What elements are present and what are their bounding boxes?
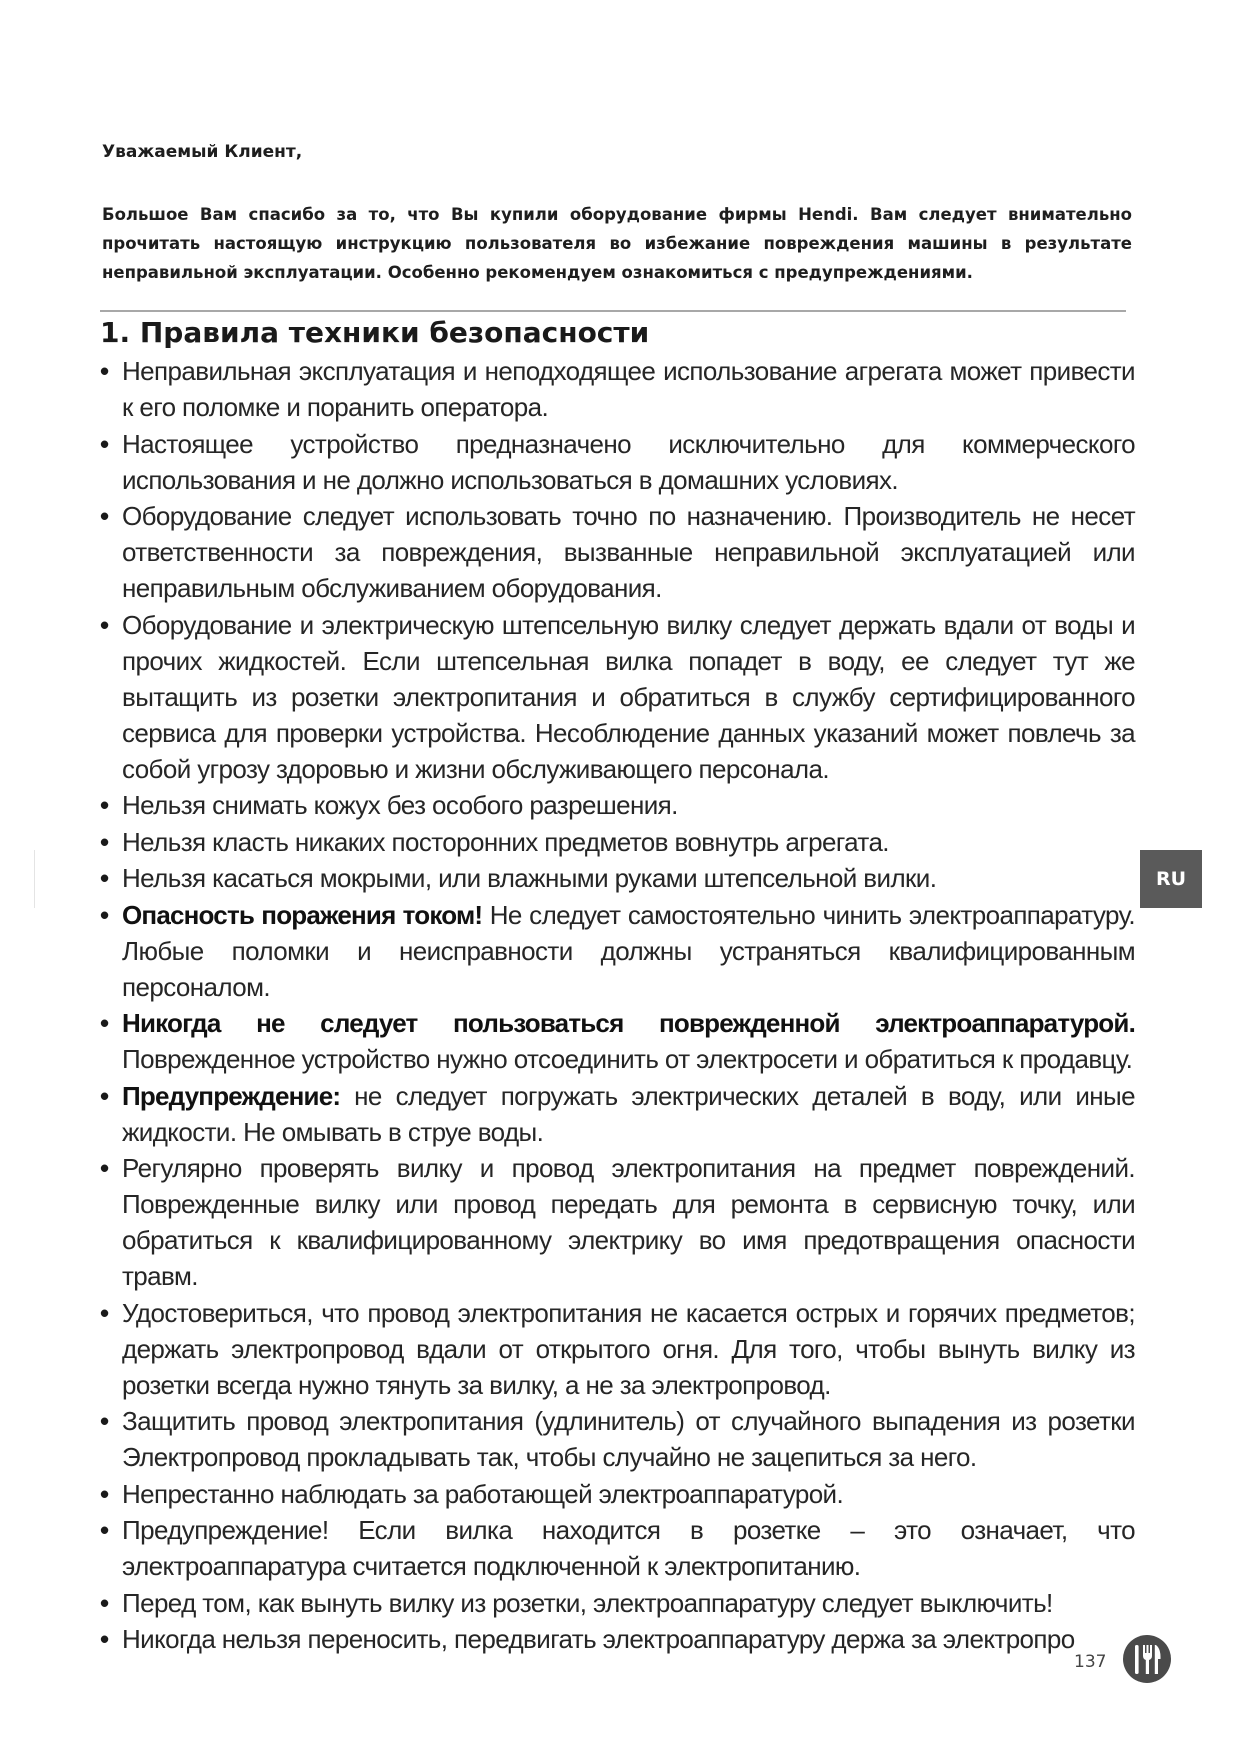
bullet-icon: • <box>100 356 109 386</box>
safety-rule-item <box>100 1476 1135 1512</box>
rule-text: Поврежденное устройство нужно отсоединить от электросети и обратиться к продавцу. <box>122 1044 1133 1074</box>
rule-text: Никогда нельзя переносить, передвигать электроаппаратуру держа за электропро <box>122 1624 1075 1654</box>
rule-text: Настоящее устройство предназначено исключительно для коммерческого использования и не должно использоваться в домашних условиях. <box>122 428 1135 495</box>
safety-rule-item <box>100 1078 1135 1150</box>
page-number: 137 <box>1074 1652 1107 1672</box>
bullet-icon: • <box>100 899 109 930</box>
rule-emphasis: Никогда не следует пользоваться поврежденной электроаппаратурой. <box>122 1008 1135 1038</box>
safety-rule-item <box>100 787 1135 823</box>
rule-text: не следует погружать электрических деталей в воду, или иные жидкости. Не омывать в струе воды. <box>122 1080 1135 1147</box>
safety-rule-item <box>100 498 1135 606</box>
hendi-cutlery-logo-icon <box>1122 1634 1172 1684</box>
bullet-icon: • <box>100 1008 109 1038</box>
safety-rule-item <box>100 353 1135 425</box>
rule-emphasis: Опасность поражения током! <box>122 899 483 930</box>
rule-text: Удостовериться, что провод электропитания не касается острых и горячих предметов; держать электропровод вдали от открытого огня. Для того, чтобы вынуть вилку из розетки всегда нужно тянуть за вилку, а не за электропровод. <box>122 1297 1135 1400</box>
safety-rule-item <box>100 1621 1135 1657</box>
bullet-icon: • <box>100 826 109 857</box>
rule-text: Нельзя касаться мокрыми, или влажными руками штепсельной вилки. <box>122 863 937 893</box>
bullet-icon: • <box>100 790 109 820</box>
bullet-icon: • <box>100 1406 109 1436</box>
greeting: Уважаемый Клиент, <box>102 142 303 162</box>
language-tab: RU <box>1140 850 1202 908</box>
safety-rule-item <box>100 1403 1135 1475</box>
rule-text: Предупреждение! Если вилка находится в розетке – это означает, что электроаппаратура считается подключенной к электропитанию. <box>122 1515 1135 1581</box>
safety-rule-item <box>100 860 1135 896</box>
bullet-icon: • <box>100 1624 109 1654</box>
rule-text: Нельзя класть никаких посторонних предметов вовнутрь агрегата. <box>122 826 889 857</box>
bullet-icon: • <box>100 1153 109 1183</box>
bullet-icon: • <box>100 1080 109 1111</box>
safety-rule-item <box>100 607 1135 787</box>
safety-rule-item <box>100 824 1135 860</box>
rule-text: Неправильная эксплуатация и неподходящее использование агрегата может привести к его поломке и поранить оператора. <box>122 356 1135 422</box>
bullet-icon: • <box>100 1478 109 1509</box>
safety-rule-item <box>100 426 1135 498</box>
bullet-icon: • <box>100 428 109 459</box>
rule-text: Оборудование следует использовать точно по назначению. Производитель не несет ответственности за повреждения, вызванные неправильной эксплуатацией или неправильным обслуживанием оборудования. <box>122 501 1135 603</box>
rule-emphasis: Предупреждение: <box>122 1080 341 1111</box>
bullet-icon: • <box>100 1587 109 1618</box>
margin-mark <box>34 850 35 908</box>
rule-text: Перед том, как вынуть вилку из розетки, электроаппаратуру следует выключить! <box>122 1587 1053 1618</box>
bullet-icon: • <box>100 863 109 893</box>
safety-rule-item <box>100 1150 1135 1294</box>
rule-text: Оборудование и электрическую штепсельную вилку следует держать вдали от воды и прочих жидкостей. Если штепсельная вилка попадет в воду, ее следует тут же вытащить из розетки электропитания и обратиться в службу сертифицированного сервиса для проверки устройства. Несоблюдение данных указаний может повлечь за собой угрозу здоровью и жизни обслуживающего персонала. <box>122 609 1135 784</box>
rule-text: Защитить провод электропитания (удлинитель) от случайного выпадения из розетки Электропровод прокладывать так, чтобы случайно не зацепиться за него. <box>122 1406 1135 1472</box>
bullet-icon: • <box>100 1515 109 1545</box>
intro-paragraph: Большое Вам спасибо за то, что Вы купили оборудование фирмы Hendi. Вам следует внимательно прочитать настоящую инструкцию пользователя во избежание повреждения машины в результате неправильной эксплуатации. Особенно рекомендуем ознакомиться с предупреждениями. <box>102 205 1132 282</box>
rule-text: Непрестанно наблюдать за работающей электроаппаратурой. <box>122 1478 844 1509</box>
safety-rule-item <box>100 897 1135 1005</box>
safety-rule-item <box>100 1295 1135 1403</box>
safety-rules-list <box>100 353 1135 1658</box>
rule-text: Нельзя снимать кожух без особого разрешения. <box>122 790 678 820</box>
safety-rule-item <box>100 1512 1135 1584</box>
safety-rule-item <box>100 1005 1135 1077</box>
bullet-icon: • <box>100 609 109 640</box>
section-title: 1. Правила техники безопасности <box>100 316 650 349</box>
safety-rule-item <box>100 1585 1135 1621</box>
rule-text: Не следует самостоятельно чинить электроаппаратуру. Любые поломки и неисправности должны устраняться квалифицированным персоналом. <box>122 899 1135 1002</box>
rule-text: Регулярно проверять вилку и провод электропитания на предмет повреждений. Поврежденные вилку или провод передать для ремонта в сервисную точку, или обратиться к квалифицированному электрику во имя предотвращения опасности травм. <box>122 1153 1135 1291</box>
bullet-icon: • <box>100 501 109 531</box>
section-divider <box>100 310 1126 312</box>
bullet-icon: • <box>100 1297 109 1328</box>
